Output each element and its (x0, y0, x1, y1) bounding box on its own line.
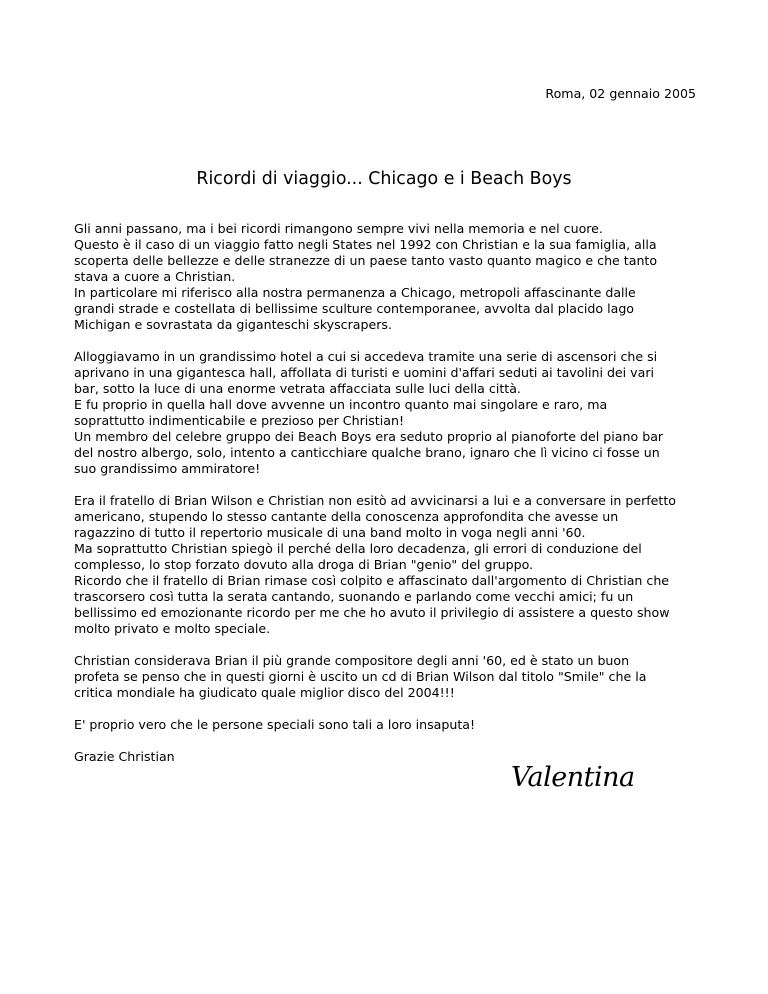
text-line: bellissimo ed emozionante ricordo per me che ho avuto il privilegio di assistere a questo show (74, 605, 670, 620)
text-line: scoperta delle bellezze e delle stranezze di un paese tanto vasto quanto magico e che tanto (74, 253, 658, 268)
text-line: E fu proprio in quella hall dove avvenne un incontro quanto mai singolare e raro, ma (74, 397, 608, 412)
text-line: trascorsero così tutta la serata cantando, suonando e parlando come vecchi amici; fu un (74, 589, 634, 604)
text-line: critica mondiale ha giudicato quale miglior disco del 2004!!! (74, 685, 455, 700)
text-line: Christian considerava Brian il più grande compositore degli anni '60, ed è stato un buon (74, 653, 630, 668)
letter-date: Roma, 02 gennaio 2005 (545, 86, 696, 101)
text-line: Un membro del celebre gruppo dei Beach Boys era seduto proprio al pianoforte del piano bar (74, 429, 664, 444)
letter-paragraph (74, 349, 704, 477)
handwritten-signature: Valentina (511, 762, 635, 793)
text-line: Ma soprattutto Christian spiegò il perché della loro decadenza, gli errori di conduzione del (74, 541, 642, 556)
text-line: Grazie Christian (74, 749, 175, 764)
text-line: Alloggiavamo in un grandissimo hotel a cui si accedeva tramite una serie di ascensori che si (74, 349, 658, 364)
text-line: profeta se penso che in questi giorni è uscito un cd di Brian Wilson dal titolo "Smile" che la (74, 669, 647, 684)
letter-paragraph (74, 221, 704, 333)
text-line: Michigan e sovrastata da giganteschi skyscrapers. (74, 317, 392, 332)
text-line: bar, sotto la luce di una enorme vetrata affacciata sulle luci della città. (74, 381, 521, 396)
letter-paragraph (74, 653, 704, 701)
text-line: grandi strade e costellata di bellissime sculture contemporanee, avvolta dal placido lago (74, 301, 635, 316)
letter-paragraph (74, 493, 704, 637)
letter-body (74, 221, 704, 781)
text-line: americano, stupendo lo stesso cantante della conoscenza approfondita che avesse un (74, 509, 619, 524)
text-line: aprivano in una gigantesca hall, affollata di turisti e uomini d'affari seduti ai tavolini dei vari (74, 365, 655, 380)
text-line: Era il fratello di Brian Wilson e Christian non esitò ad avvicinarsi a lui e a conversare in perfetto (74, 493, 677, 508)
text-line: soprattutto indimenticabile e prezioso per Christian! (74, 413, 404, 428)
text-line: suo grandissimo ammiratore! (74, 461, 261, 476)
text-line: E' proprio vero che le persone speciali sono tali a loro insaputa! (74, 717, 476, 732)
text-line: stava a cuore a Christian. (74, 269, 236, 284)
text-line: In particolare mi riferisco alla nostra permanenza a Chicago, metropoli affascinante dalle (74, 285, 636, 300)
text-line: ragazzino di tutto il repertorio musicale di una band molto in voga negli anni '60. (74, 525, 586, 540)
text-line: complesso, lo stop forzato dovuto alla droga di Brian "genio" del gruppo. (74, 557, 534, 572)
text-line: Questo è il caso di un viaggio fatto negli States nel 1992 con Christian e la sua famiglia, alla (74, 237, 657, 252)
text-line: Ricordo che il fratello di Brian rimase così colpito e affascinato dall'argomento di Christian che (74, 573, 670, 588)
letter-paragraph (74, 717, 704, 733)
text-line: Gli anni passano, ma i bei ricordi rimangono sempre vivi nella memoria e nel cuore. (74, 221, 603, 236)
text-line: del nostro albergo, solo, intento a canticchiare qualche brano, ignaro che lì vicino ci fosse un (74, 445, 660, 460)
letter-title: Ricordi di viaggio... Chicago e i Beach Boys (196, 169, 572, 189)
text-line: molto privato e molto speciale. (74, 621, 271, 636)
